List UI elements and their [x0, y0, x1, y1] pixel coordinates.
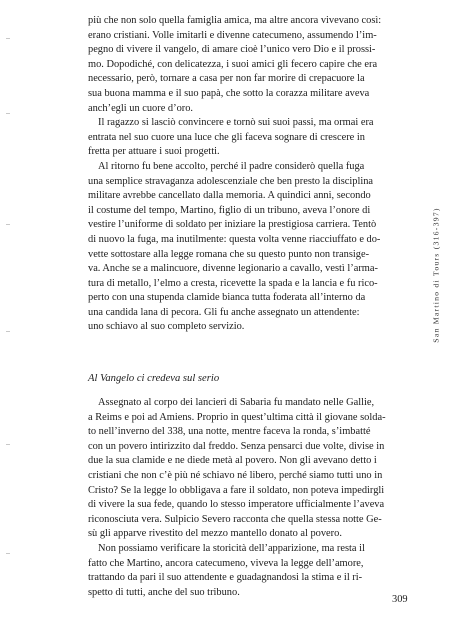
text-line: uno schiavo al suo completo servizio. — [88, 321, 245, 333]
text-line: necessario, però, tornare a casa per non far morire di crepacuore la — [88, 73, 365, 85]
text-line: fatto che Martino, ancora catecumeno, viveva la legge dell’amore, — [88, 557, 364, 569]
text-line: a Reims e poi ad Amiens. Proprio in quest’ultima città il giovane solda- — [88, 411, 386, 423]
running-header-text: San Martino di Tours (316-397) — [431, 207, 441, 343]
margin-mark — [6, 444, 10, 445]
text-line: Al ritorno fu bene accolto, perché il padre considerò quella fuga — [98, 160, 365, 172]
text-line: fretta per attuare i suoi progetti. — [88, 146, 220, 158]
text-line: sù gli apparve rivestito del mezzo mantello donato al povero. — [88, 528, 342, 540]
margin-mark — [6, 224, 10, 225]
page-number: 309 — [392, 594, 408, 605]
text-line: sua buona mamma e il suo papà, che sotto la corazza militare aveva — [88, 87, 370, 99]
text-line: mo. Dopodiché, con delicatezza, i suoi amici gli fecero capire che era — [88, 58, 378, 70]
margin-mark — [6, 113, 10, 114]
text-line: con un povero intirizzito dal freddo. Senza pensarci due volte, divise in — [88, 440, 385, 452]
text-line: una semplice stravaganza adolescenziale che ben presto la disciplina — [88, 175, 374, 187]
text-line: vestire l’uniforme di soldato per iniziare la prestigiosa carriera. Tentò — [88, 219, 377, 231]
text-line: to nell’inverno del 338, una notte, mentre faceva la ronda, s’imbatté — [88, 426, 371, 438]
text-line: due la sua clamide e ne diede metà al povero. Non gli avevano detto i — [88, 455, 377, 467]
text-line: militare avrebbe cancellato dalla memoria. A quindici anni, secondo — [88, 190, 371, 202]
text-line: erano cristiani. Volle imitarli e divenne catecumeno, assumendo l’im- — [88, 29, 377, 41]
text-line: una candida lana di pecora. Gli fu anche assegnato un attendente: — [88, 306, 360, 318]
text-line: Cristo? Se la legge lo obbligava a fare il soldato, non poteva impedirgli — [88, 484, 385, 496]
text-line: pegno di vivere il vangelo, di amare cioè l’unico vero Dio e il prossi- — [88, 44, 376, 56]
text-line: vette sottostare alla legge romana che su questo punto non transige- — [88, 248, 370, 260]
text-line: più che non solo quella famiglia amica, ma altre ancora vivevano così: — [88, 15, 382, 26]
text-line: entrata nel suo cuore una luce che gli faceva sognare di crescere in — [88, 131, 365, 143]
text-line: spetto di tutti, anche del suo tribuno. — [88, 586, 240, 598]
text-line: di nuovo la fuga, ma inutilmente: questa volta venne riacciuffato e do- — [88, 233, 381, 245]
text-line: perto con una stupenda clamide bianca tutta foderata all’interno da — [88, 292, 366, 304]
text-line: Non possiamo verificare la storicità dell’apparizione, ma resta il — [98, 542, 365, 554]
text-line: Assegnato al corpo dei lancieri di Sabaria fu mandato nelle Gallie, — [98, 397, 375, 408]
text-line: di vivere la sua fede, quando lo stesso imperatore ufficialmente l’aveva — [88, 499, 385, 511]
running-header — [429, 190, 443, 360]
text-line: il costume del tempo, Martino, figlio di un tribuno, aveva l’onore di — [88, 204, 371, 216]
text-line: trattando da pari il suo attendente e guadagnandosi la stima e il ri- — [88, 572, 363, 584]
section-heading: Al Vangelo ci credeva sul serio — [88, 373, 220, 384]
text-line: tura di metallo, l’elmo a cresta, ricevette la spada e la lancia e fu rico- — [88, 277, 378, 289]
margin-mark — [6, 331, 10, 332]
body-text-top — [88, 14, 416, 335]
text-line: cristiani che non c’è più né schiavo né libero, perché siamo tutti uno in — [88, 469, 383, 481]
text-line: anch’egli un cuore d’oro. — [88, 102, 194, 114]
text-line: Il ragazzo si lasciò convincere e tornò sui suoi passi, ma ormai era — [98, 117, 374, 129]
margin-mark — [6, 553, 10, 554]
body-text-bottom — [88, 396, 416, 600]
margin-mark — [6, 38, 10, 39]
text-line: riconosciuta vera. Sulpicio Severo racconta che quella stessa notte Ge- — [88, 513, 382, 525]
text-line: va. Anche se a malincuore, divenne legionario a cavallo, vestì l’arma- — [88, 263, 378, 275]
